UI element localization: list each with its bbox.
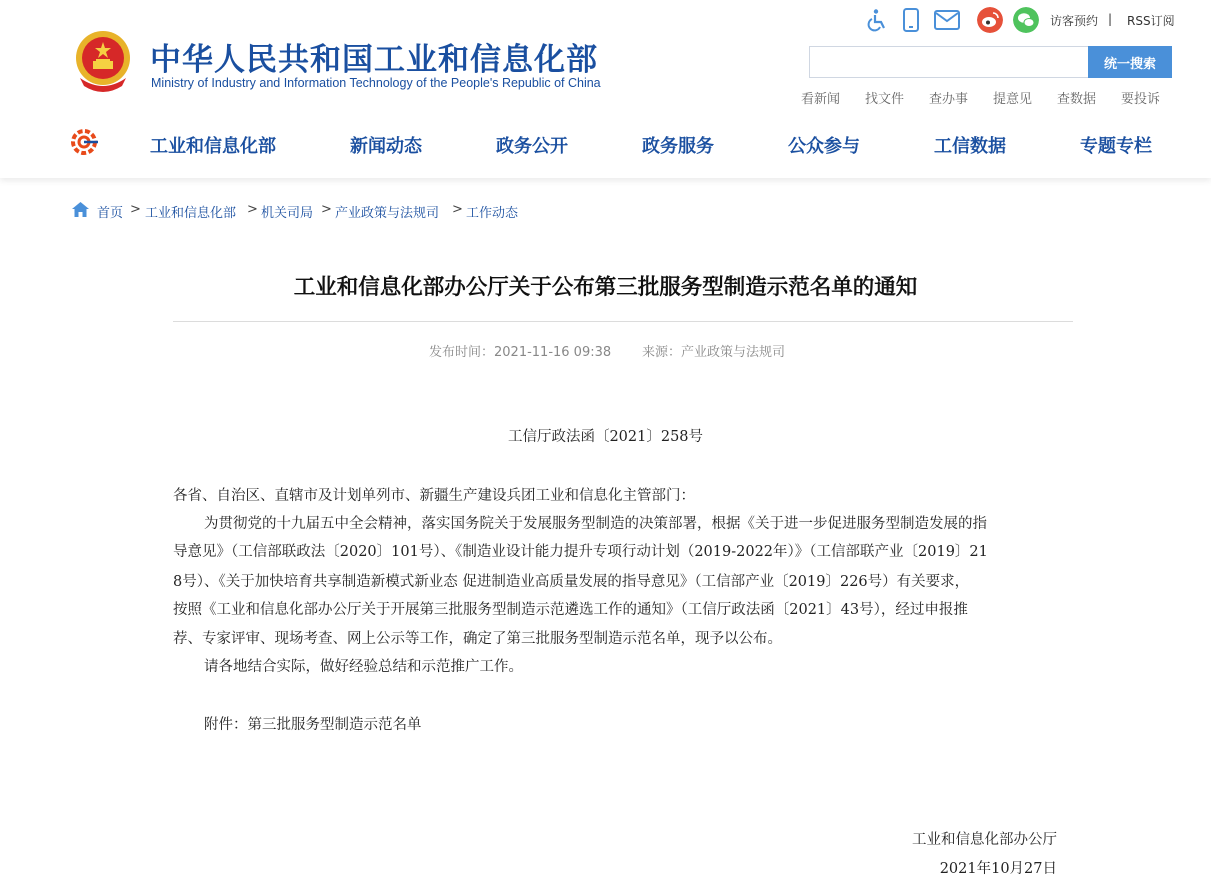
weibo-icon[interactable] bbox=[977, 7, 1003, 33]
site-subtitle: Ministry of Industry and Information Technology of the People's Republic of China bbox=[151, 76, 601, 90]
breadcrumb-departments[interactable]: 机关司局 bbox=[261, 206, 314, 221]
nav-item-gov-affairs[interactable]: 政务公开 bbox=[496, 136, 568, 157]
breadcrumb-separator: > bbox=[247, 202, 258, 217]
quick-link-feedback[interactable]: 提意见 bbox=[993, 92, 1033, 107]
breadcrumb-separator: > bbox=[130, 202, 141, 217]
national-emblem-icon[interactable] bbox=[72, 28, 134, 94]
paragraph-2: 请各地结合实际，做好经验总结和示范推广工作。 bbox=[204, 659, 523, 675]
accessibility-icon[interactable] bbox=[865, 8, 889, 32]
mail-icon[interactable] bbox=[934, 10, 960, 30]
mobile-icon[interactable] bbox=[901, 8, 921, 32]
wechat-icon[interactable] bbox=[1013, 7, 1039, 33]
tool-separator: | bbox=[1108, 12, 1113, 26]
breadcrumb-work-news[interactable]: 工作动态 bbox=[466, 206, 519, 221]
paragraph-line: 8号）、《关于加快培育共享制造新模式新业态 促进制造业高质量发展的指导意见》（工信部产业〔2019〕226号）有关要求， bbox=[173, 574, 970, 590]
site-header bbox=[0, 0, 1211, 178]
breadcrumb-home[interactable]: 首页 bbox=[97, 206, 124, 221]
quick-link-complaint[interactable]: 要投诉 bbox=[1121, 92, 1161, 107]
paragraph-line: 按照《工业和信息化部办公厅关于开展第三批服务型制造示范遴选工作的通知》（工信厅政法函〔2021〕43号），经过申报推 bbox=[173, 602, 968, 618]
quick-link-data[interactable]: 查数据 bbox=[1057, 92, 1097, 107]
search-button[interactable]: 统一搜索 bbox=[1088, 46, 1172, 78]
nav-item-news[interactable]: 新闻动态 bbox=[350, 136, 422, 157]
nav-item-miit[interactable]: 工业和信息化部 bbox=[150, 136, 276, 157]
rss-link[interactable]: RSS订阅 bbox=[1127, 14, 1175, 28]
article-source: 来源：产业政策与法规司 bbox=[642, 345, 786, 360]
visit-appointment-link[interactable]: 访客预约 bbox=[1050, 14, 1099, 28]
attachment-link[interactable]: 附件：第三批服务型制造示范名单 bbox=[204, 717, 422, 733]
breadcrumb-policy-dept[interactable]: 产业政策与法规司 bbox=[335, 206, 440, 221]
article-title: 工业和信息化部办公厅关于公布第三批服务型制造示范名单的通知 bbox=[293, 275, 918, 300]
nav-item-gov-services[interactable]: 政务服务 bbox=[642, 136, 714, 157]
site-title[interactable]: 中华人民共和国工业和信息化部 bbox=[150, 42, 598, 78]
quick-link-files[interactable]: 找文件 bbox=[865, 92, 905, 107]
nav-item-public[interactable]: 公众参与 bbox=[788, 136, 860, 157]
quick-link-news[interactable]: 看新闻 bbox=[801, 92, 841, 107]
nav-item-data[interactable]: 工信数据 bbox=[934, 136, 1006, 157]
addressee: 各省、自治区、直辖市及计划单列市、新疆生产建设兵团工业和信息化主管部门： bbox=[173, 488, 695, 504]
nav-item-topics[interactable]: 专题专栏 bbox=[1080, 136, 1152, 157]
title-divider bbox=[173, 321, 1073, 322]
quick-links bbox=[0, 88, 1211, 106]
document-number: 工信厅政法函〔2021〕258号 bbox=[507, 429, 704, 445]
home-icon[interactable] bbox=[72, 202, 89, 217]
search-input[interactable] bbox=[809, 46, 1089, 78]
signature-org: 工业和信息化部办公厅 bbox=[912, 832, 1057, 848]
paragraph-line: 为贯彻党的十九届五中全会精神，落实国务院关于发展服务型制造的决策部署，根据《关于进一步促进服务型制造发展的指 bbox=[204, 516, 987, 532]
quick-link-services[interactable]: 查办事 bbox=[929, 92, 969, 107]
publish-time: 发布时间：2021-11-16 09:38 bbox=[429, 345, 612, 360]
signature-date: 2021年10月27日 bbox=[939, 861, 1057, 877]
breadcrumb-miit[interactable]: 工业和信息化部 bbox=[145, 206, 237, 221]
breadcrumb-separator: > bbox=[321, 202, 332, 217]
paragraph-line: 荐、专家评审、现场考查、网上公示等工作，确定了第三批服务型制造示范名单，现予以公布。 bbox=[173, 631, 782, 647]
paragraph-line: 导意见》（工信部联政法〔2020〕101号）、《制造业设计能力提升专项行动计划（2019-2022年）》（工信部联产业〔2019〕21 bbox=[173, 544, 988, 560]
breadcrumb-separator: > bbox=[452, 202, 463, 217]
miit-logo-icon[interactable] bbox=[70, 128, 100, 156]
